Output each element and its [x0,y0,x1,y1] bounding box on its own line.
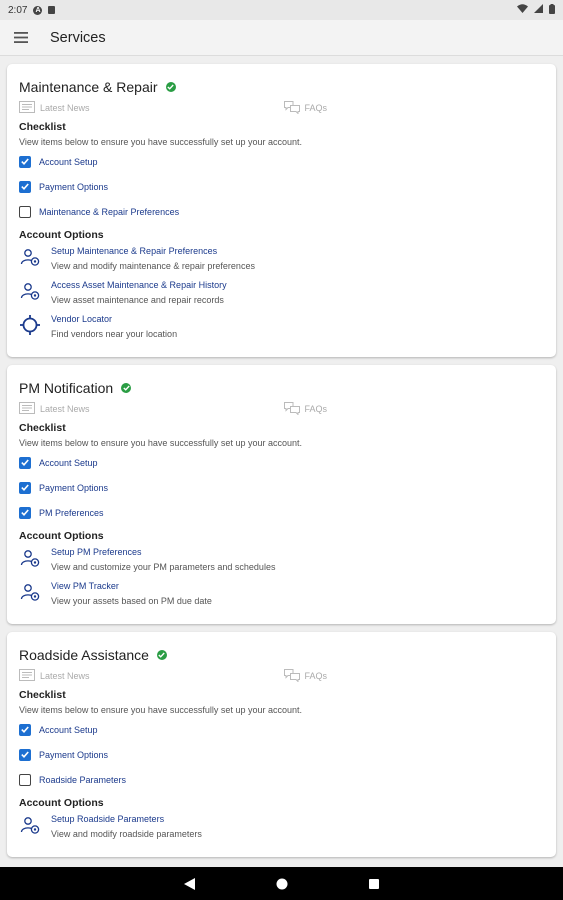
account-option-title: Access Asset Maintenance & Repair History [51,280,227,290]
menu-icon[interactable] [0,20,42,56]
faqs-link[interactable] [284,402,328,417]
checklist-description: View items below to ensure you have successfully set up your account. [19,705,302,715]
wifi-icon [517,4,528,16]
checkbox-checked[interactable] [19,156,31,168]
service-card [7,632,556,857]
account-options-list [19,813,545,847]
success-check-icon [166,82,176,92]
success-check-icon [157,650,167,660]
account-option[interactable] [19,546,545,580]
notification-a-icon: A [35,6,41,14]
account-option-text [51,245,255,273]
recents-icon[interactable] [364,874,384,894]
card-header [19,644,545,666]
checklist-item-label: Maintenance & Repair Preferences [39,206,180,217]
service-card [7,365,556,624]
card-title: Maintenance & Repair [19,79,158,95]
checklist-description: View items below to ensure you have successfully set up your account. [19,438,302,448]
checklist-item[interactable] [19,174,545,199]
account-option-title: Setup PM Preferences [51,547,142,557]
card-links [19,668,545,684]
checklist-item-label: PM Preferences [39,507,104,518]
service-card [7,64,556,357]
card-title: PM Notification [19,380,114,396]
account-option[interactable] [19,279,545,313]
account-option-text [51,813,202,841]
account-option-text [51,546,275,574]
app-bar [0,20,563,56]
account-option-description: View your assets based on PM due date [51,596,212,606]
back-icon[interactable] [180,874,200,894]
checklist-item[interactable] [19,742,545,767]
latest-news-link[interactable] [19,669,90,683]
account-options-list [19,546,545,614]
account-option-description: View and customize your PM parameters and schedules [51,562,276,572]
checklist-item[interactable] [19,767,545,792]
checklist-heading: Checklist [19,422,66,434]
account-options-heading: Account Options [19,797,104,809]
account-option-description: View and modify roadside parameters [51,829,202,839]
signal-icon [534,4,543,16]
checkbox-checked[interactable] [19,507,31,519]
settings-people-icon [19,280,41,302]
checklist-item-label: Roadside Parameters [39,774,127,785]
settings-people-icon [19,547,41,569]
account-option-description: View and modify maintenance & repair preferences [51,261,255,271]
faq-icon [284,101,300,116]
account-option-description: Find vendors near your location [51,329,178,339]
account-option-title: Setup Roadside Parameters [51,814,165,824]
account-options-heading: Account Options [19,229,104,241]
checklist-item-label: Payment Options [39,749,109,760]
sd-card-icon [48,6,55,14]
checkbox-checked[interactable] [19,181,31,193]
checklist-item[interactable] [19,450,545,475]
account-option-text [51,279,227,307]
crosshair-icon [19,314,41,336]
checkbox-unchecked[interactable] [19,206,31,218]
settings-people-icon [19,814,41,836]
home-icon[interactable] [272,874,292,894]
card-header [19,76,545,98]
account-option[interactable] [19,813,545,847]
navigation-bar [0,867,563,900]
checklist-item[interactable] [19,500,545,525]
account-option-title: Setup Maintenance & Repair Preferences [51,246,218,256]
checklist-heading: Checklist [19,689,66,701]
card-header [19,377,545,399]
checkbox-checked[interactable] [19,457,31,469]
card-links [19,100,545,116]
account-option-text [51,313,177,341]
account-option[interactable] [19,580,545,614]
faq-icon [284,402,300,417]
account-option-description: View asset maintenance and repair records [51,295,224,305]
checklist-item[interactable] [19,199,545,224]
checklist-item-label: Payment Options [39,482,109,493]
settings-people-icon [19,581,41,603]
account-options-heading: Account Options [19,530,104,542]
checklist-item[interactable] [19,717,545,742]
status-time: 2:07 [8,4,28,16]
checklist-heading: Checklist [19,121,66,133]
faqs-link[interactable] [284,669,328,684]
settings-people-icon [19,246,41,268]
news-icon [19,101,35,115]
account-option[interactable] [19,245,545,279]
checklist-item-label: Account Setup [39,457,98,468]
latest-news-link[interactable] [19,402,90,416]
faqs-label: FAQs [304,103,328,113]
checklist-item-label: Account Setup [39,156,98,167]
account-option-title: Vendor Locator [51,314,113,324]
faqs-link[interactable] [284,101,328,116]
latest-news-link[interactable] [19,101,90,115]
latest-news-label: Latest News [40,671,90,681]
faqs-label: FAQs [304,671,328,681]
checkbox-checked[interactable] [19,749,31,761]
card-links [19,401,545,417]
checklist-item[interactable] [19,475,545,500]
success-check-icon [121,383,131,393]
account-option-title: View PM Tracker [51,581,119,591]
checklist-item-label: Account Setup [39,724,98,735]
faqs-label: FAQs [304,404,328,414]
status-bar [0,0,563,20]
checkbox-checked[interactable] [19,482,31,494]
news-icon [19,402,35,416]
checkbox-checked[interactable] [19,724,31,736]
services-list[interactable] [0,57,563,867]
checklist-description: View items below to ensure you have successfully set up your account. [19,137,302,147]
latest-news-label: Latest News [40,103,90,113]
card-title: Roadside Assistance [19,647,149,663]
news-icon [19,669,35,683]
checklist-item-label: Payment Options [39,181,109,192]
battery-icon [549,4,555,17]
checkbox-unchecked[interactable] [19,774,31,786]
checklist-item[interactable] [19,149,545,174]
account-option-text [51,580,212,608]
latest-news-label: Latest News [40,404,90,414]
account-option[interactable] [19,313,545,347]
faq-icon [284,669,300,684]
account-options-list [19,245,545,347]
page-title: Services [50,29,106,46]
